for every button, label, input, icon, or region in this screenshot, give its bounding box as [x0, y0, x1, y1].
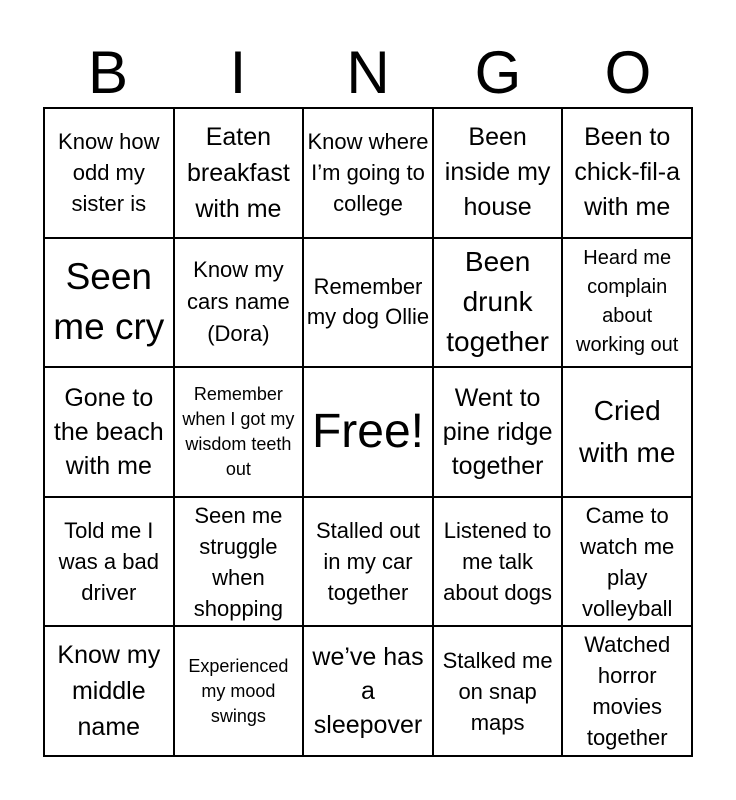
header-letter-g: G — [474, 39, 522, 106]
bingo-cell[interactable] — [175, 498, 305, 628]
cell-text: Listened to me talk about dogs — [443, 518, 553, 606]
cell-text: Remember when I got my wisdom teeth out — [182, 383, 295, 479]
cell-text: Remember my dog Ollie — [306, 274, 430, 330]
cell-text: Gone to the beach with me — [53, 383, 164, 480]
bingo-cell[interactable] — [175, 239, 305, 369]
bingo-cell[interactable] — [304, 239, 434, 369]
header-letter-n: N — [346, 39, 390, 106]
bingo-cell[interactable] — [563, 498, 693, 628]
bingo-cell[interactable] — [563, 627, 693, 757]
bingo-cell[interactable] — [434, 627, 564, 757]
bingo-cell[interactable] — [304, 627, 434, 757]
cell-text: Stalked me on snap maps — [442, 647, 553, 735]
cell-text: Know my cars name (Dora) — [187, 257, 290, 347]
cell-text: Eaten breakfast with me — [186, 122, 290, 223]
header-letter-b: B — [87, 39, 129, 106]
cell-text: Stalled out in my car together — [316, 518, 420, 606]
bingo-cell[interactable] — [304, 498, 434, 628]
bingo-cell[interactable] — [434, 239, 564, 369]
bingo-cell[interactable] — [175, 109, 305, 239]
cell-text: Seen me cry — [53, 256, 165, 348]
bingo-cell[interactable] — [304, 109, 434, 239]
cell-text: Know my middle name — [57, 641, 161, 742]
bingo-cell[interactable] — [434, 109, 564, 239]
cell-text: Know how odd my sister is — [58, 129, 160, 217]
cell-text: Cried with me — [578, 394, 676, 468]
bingo-cell[interactable] — [45, 109, 175, 239]
bingo-cell[interactable] — [45, 627, 175, 757]
cell-text: Been to chick-fil-a with me — [574, 123, 680, 222]
bingo-grid — [43, 107, 693, 757]
bingo-cell[interactable] — [45, 239, 175, 369]
cell-text: we’ve has a sleepover — [312, 643, 424, 740]
bingo-cell[interactable] — [563, 239, 693, 369]
bingo-cell[interactable] — [175, 368, 305, 498]
cell-text: Went to pine ridge together — [442, 383, 553, 480]
cell-text: Been inside my house — [444, 123, 551, 222]
header-letter-o: O — [604, 39, 652, 106]
bingo-cell[interactable] — [563, 109, 693, 239]
bingo-cell[interactable] — [434, 368, 564, 498]
header-letter-i: I — [229, 39, 247, 106]
free-cell[interactable] — [304, 368, 434, 498]
cell-text: Experienced my mood swings — [188, 655, 289, 726]
bingo-cell[interactable] — [175, 627, 305, 757]
cell-text: Heard me complain about working out — [576, 247, 679, 357]
cell-text: Came to watch me play volleyball — [580, 502, 675, 621]
cell-text: Watched horror movies together — [584, 632, 671, 751]
cell-text: Seen me struggle when shopping — [193, 502, 284, 621]
cell-text: Been drunk together — [446, 246, 549, 358]
bingo-header — [43, 40, 693, 106]
cell-text: Know where I’m going to college — [307, 129, 429, 217]
cell-text: Free! — [311, 404, 424, 458]
bingo-cell[interactable] — [563, 368, 693, 498]
bingo-cell[interactable] — [45, 368, 175, 498]
bingo-cell[interactable] — [434, 498, 564, 628]
bingo-cell[interactable] — [45, 498, 175, 628]
cell-text: Told me I was a bad driver — [58, 518, 159, 606]
